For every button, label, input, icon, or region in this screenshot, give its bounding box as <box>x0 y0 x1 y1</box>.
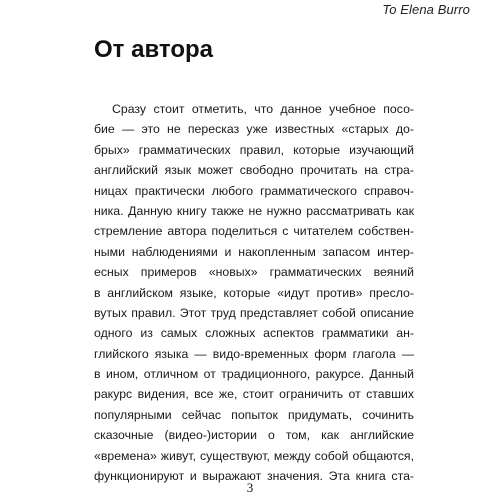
text-line: есных примеров «новых» грамматических веяний <box>94 265 414 280</box>
text-line: сказочные (видео-)истории о том, как английские <box>94 428 414 443</box>
text-line: английский язык может свободно прочитать на стра- <box>94 163 414 178</box>
text-line: Сразу стоит отметить, что данное учебное посо- <box>112 102 414 116</box>
text-line: брых» грамматических правил, которые изучающий <box>94 142 414 157</box>
text-line: глийского языка — видо-временных форм глагола — <box>94 346 414 361</box>
page-number: 3 <box>246 480 254 495</box>
text-line: «времена» живут, существуют, между собой общаются, <box>94 448 414 463</box>
text-line: в ином, отличном от традиционного, ракурсе. Данный <box>94 367 414 382</box>
text-line: ника. Данную книгу также не нужно рассматривать как <box>94 203 414 218</box>
text-line: бие — это не пересказ уже известных «старых до- <box>94 122 414 137</box>
text-line: ракурс видения, все же, стоит ограничить от ставших <box>94 387 414 402</box>
text-line: функционируют и выражают значения. Эта книга ста- <box>94 469 414 484</box>
body-paragraph <box>94 99 414 486</box>
text-line: стремление автора поделиться с читателем собствен- <box>94 224 414 239</box>
text-line: в английском языке, которые «идут против» пресло- <box>94 285 414 300</box>
text-line: ницах практически любого грамматического справоч- <box>94 183 414 198</box>
text-line: вутых правил. Этот труд представляет собой описание <box>94 305 414 320</box>
chapter-title: От автора <box>94 36 213 63</box>
text-line: одного из самых сложных аспектов грамматики ан- <box>94 326 414 341</box>
text-line: популярными сейчас попыток придумать, сочинить <box>94 407 414 422</box>
running-header: To Elena Burro <box>382 2 470 17</box>
text-line: ными наблюдениями и накопленным запасом интер- <box>94 244 414 259</box>
